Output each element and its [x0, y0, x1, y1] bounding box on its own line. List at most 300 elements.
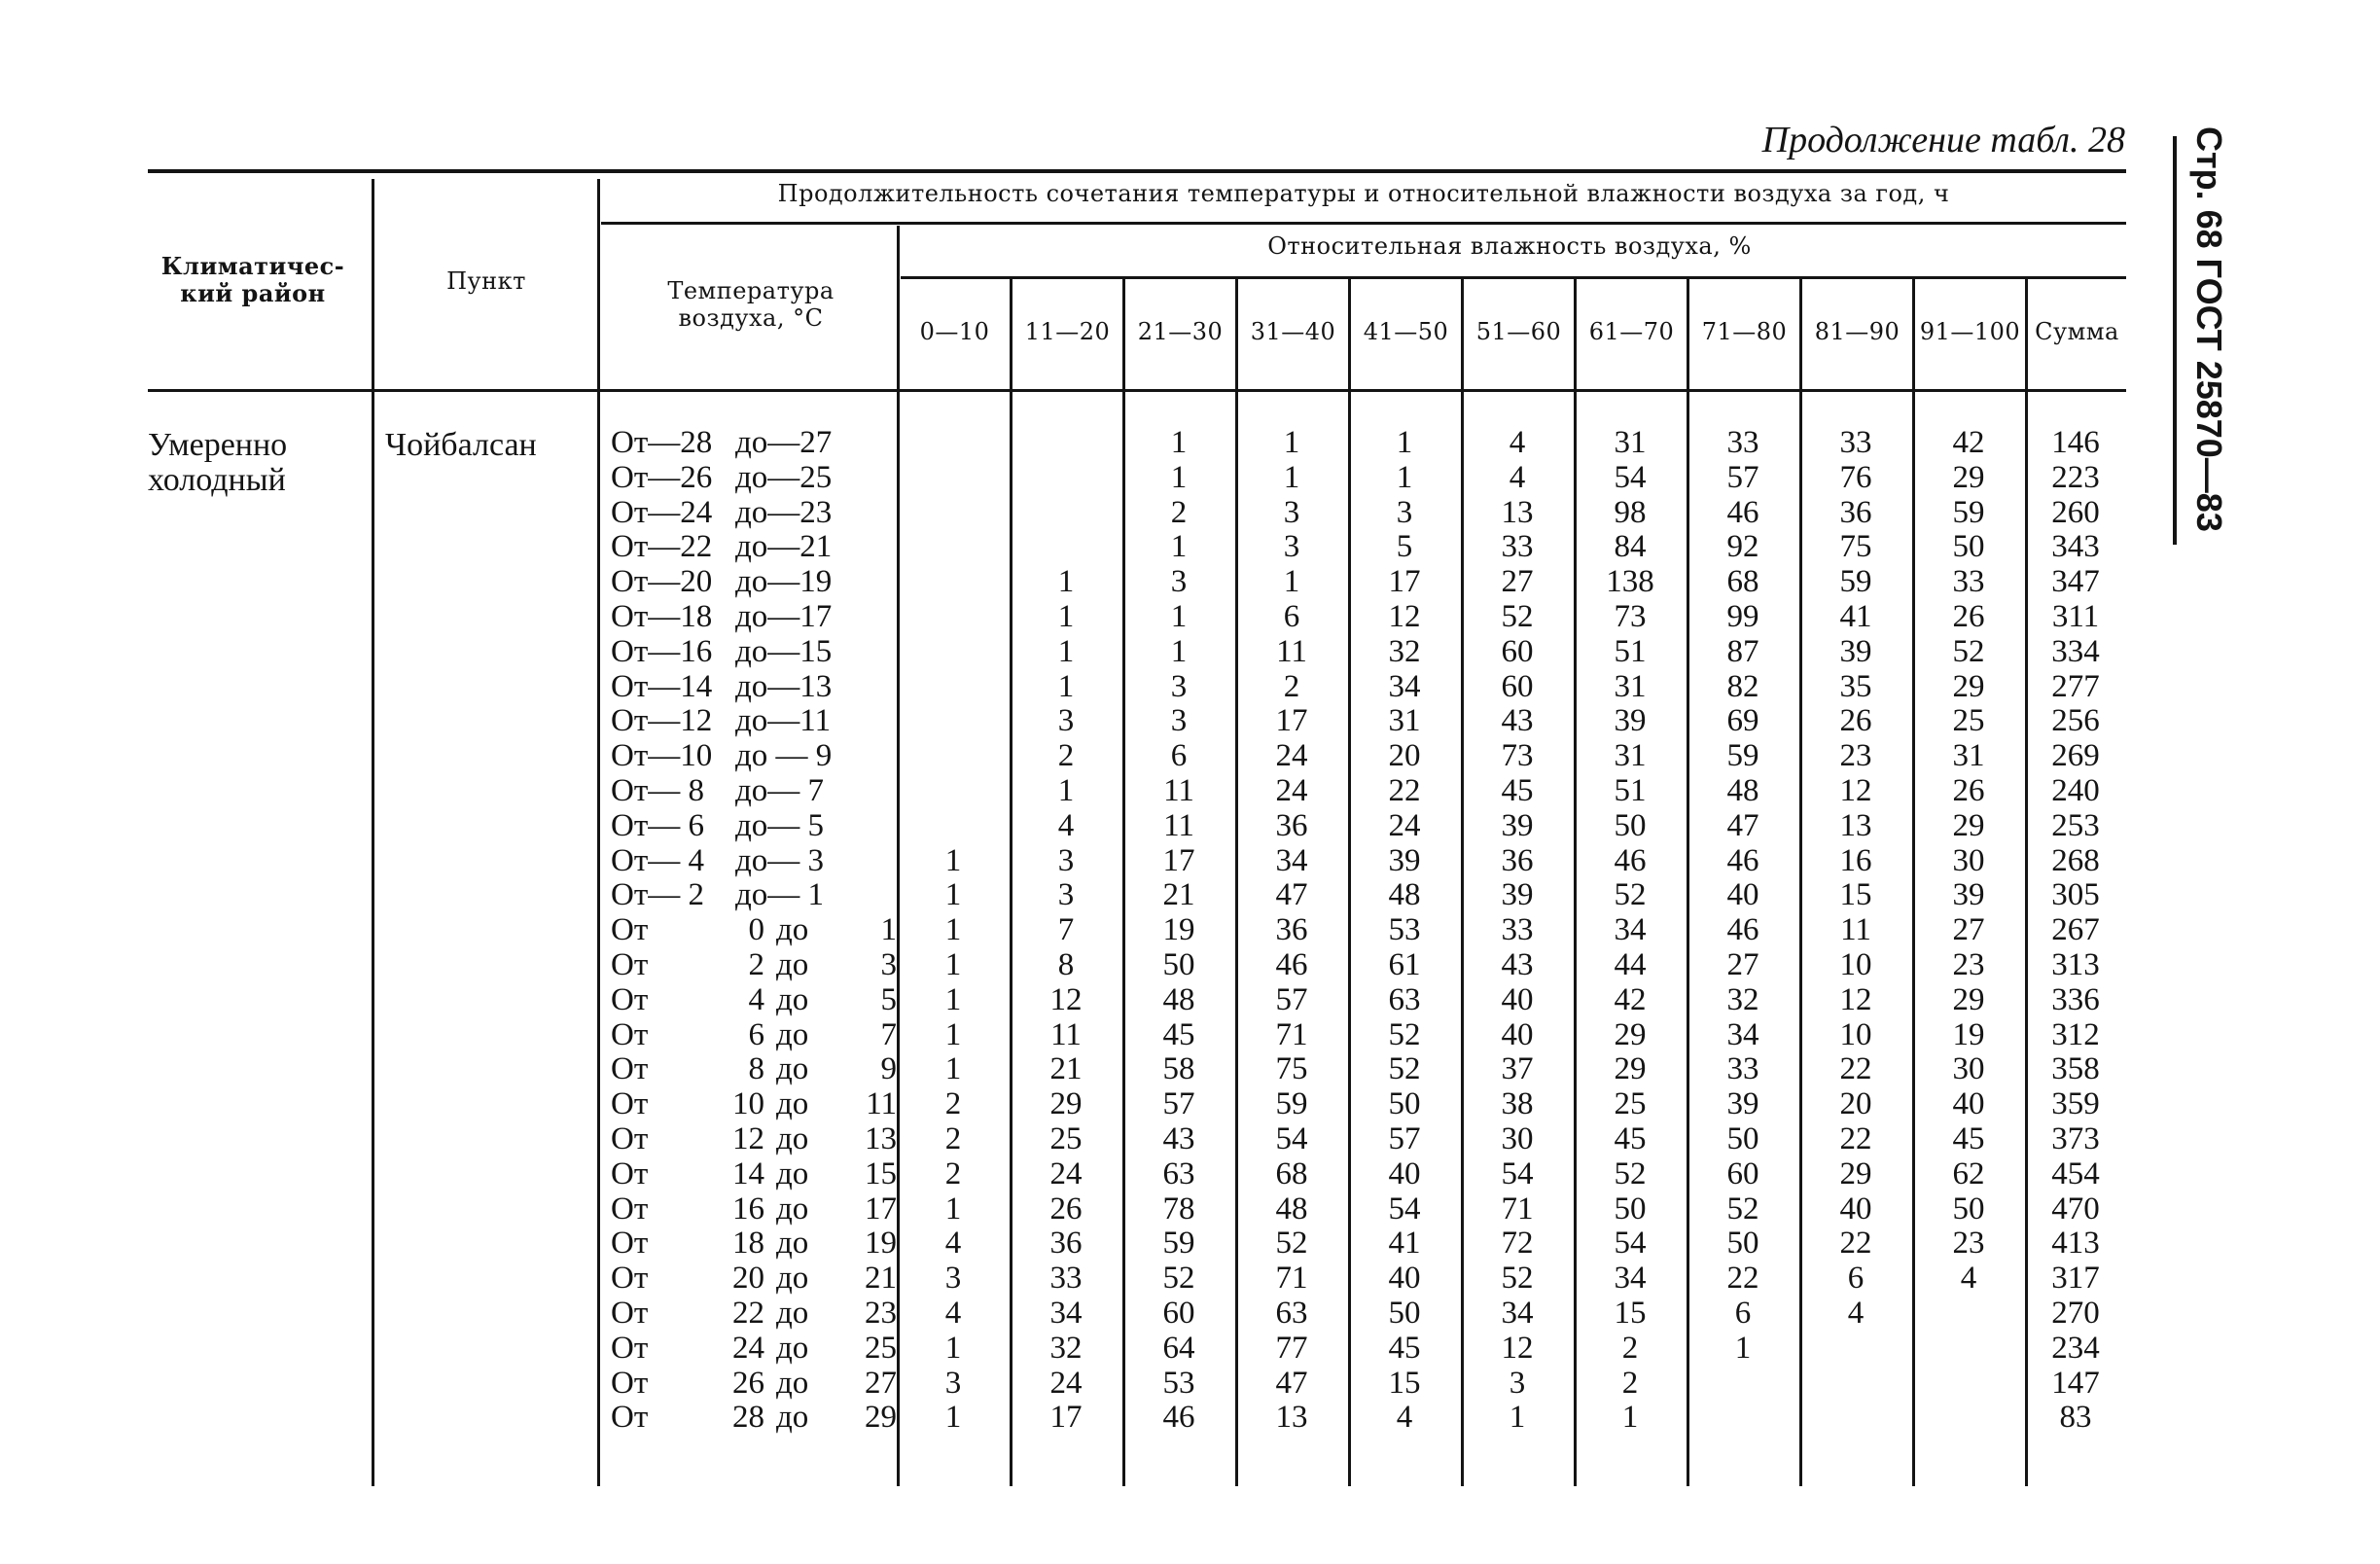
temperature-to: 5 — [880, 981, 897, 1017]
table-cell: 72 — [1501, 1226, 1534, 1262]
table-cell: 45 — [1501, 772, 1534, 808]
table-cell: 36 — [1049, 1226, 1083, 1262]
col-header-0: 0—10 — [919, 318, 990, 345]
table-cell: 34 — [1614, 1261, 1647, 1297]
temperature-from: 22 — [732, 1295, 764, 1331]
temperature-to: до— 1 — [735, 877, 825, 913]
table-cell: 4 — [1509, 459, 1526, 495]
table-cell: 47 — [1275, 877, 1308, 913]
table-cell: 17 — [1162, 842, 1195, 878]
table-cell: 1 — [1170, 425, 1188, 460]
table-cell: 92 — [1726, 529, 1759, 565]
temperature-from: От—10 — [611, 738, 713, 774]
table-cell: 1 — [944, 946, 962, 982]
table-cell: 48 — [1388, 877, 1421, 913]
table-cell — [897, 774, 1010, 809]
table-cell: 27 — [1952, 912, 1985, 948]
table-cell — [1912, 1401, 2025, 1436]
table-cell: 42 — [1952, 425, 1985, 460]
table-cell: 52 — [1501, 1261, 1534, 1297]
temperature-from-word: От — [611, 1330, 649, 1366]
temperature-to: 23 — [865, 1295, 897, 1331]
table-cell: 25 — [1952, 703, 1985, 739]
table-cell: 1 — [1170, 459, 1188, 495]
table-cell: 29 — [1614, 1051, 1647, 1087]
value-column-5 — [1461, 426, 1574, 1436]
table-cell: 1 — [944, 1330, 962, 1366]
table-cell: 22 — [1839, 1226, 1872, 1262]
table-cell: 15 — [1388, 1365, 1421, 1401]
table-cell: 46 — [1726, 842, 1759, 878]
table-cell: 23 — [1952, 946, 1985, 982]
side-header — [2169, 126, 2239, 554]
table-cell: 30 — [1952, 842, 1985, 878]
table-cell: 21 — [1162, 877, 1195, 913]
continuation-label: Продолжение табл. 28 — [1761, 120, 2125, 160]
table-cell: 50 — [1388, 1086, 1421, 1122]
table-cell: 54 — [1614, 459, 1647, 495]
table-cell: 40 — [1501, 1016, 1534, 1052]
table-cell: 46 — [1614, 842, 1647, 878]
table-cell: 47 — [1275, 1365, 1308, 1401]
table-cell: 36 — [1275, 807, 1308, 843]
table-cell: 82 — [1726, 668, 1759, 704]
table-cell: 1 — [1283, 459, 1300, 495]
table-cell: 1 — [944, 1016, 962, 1052]
table-cell: 52 — [1952, 633, 1985, 669]
table-cell: 87 — [1726, 633, 1759, 669]
table-cell: 359 — [2051, 1086, 2100, 1122]
table-cell: 53 — [1388, 912, 1421, 948]
table-cell: 52 — [1614, 1155, 1647, 1191]
table-cell: 1 — [1057, 598, 1075, 634]
temperature-from-word: От — [611, 1400, 649, 1436]
temperature-from: 28 — [732, 1400, 764, 1436]
table-cell: 45 — [1162, 1016, 1195, 1052]
table-cell: 31 — [1614, 425, 1647, 460]
table-cell: 269 — [2051, 738, 2100, 774]
temperature-to: до—13 — [735, 668, 833, 704]
temperature-to: 19 — [865, 1226, 897, 1262]
table-cell: 311 — [2051, 598, 2100, 634]
table-cell: 54 — [1388, 1191, 1421, 1226]
table-cell: 22 — [1839, 1120, 1872, 1156]
table-cell: 62 — [1952, 1155, 1985, 1191]
table-cell: 277 — [2051, 668, 2100, 704]
table-cell: 11 — [1840, 912, 1871, 948]
temperature-to: до—19 — [735, 564, 833, 600]
temperature-to: 9 — [880, 1051, 897, 1087]
table-cell: 48 — [1726, 772, 1759, 808]
table-cell: 52 — [1726, 1191, 1759, 1226]
table-cell — [1912, 1297, 2025, 1332]
table-cell: 358 — [2051, 1051, 2100, 1087]
table-cell: 33 — [1726, 1051, 1759, 1087]
temperature-from: 26 — [732, 1365, 764, 1401]
col-header-8: 81—90 — [1814, 318, 1900, 345]
table-cell — [897, 635, 1010, 670]
temperature-from: От—28 — [611, 425, 713, 460]
table-cell: 7 — [1057, 912, 1075, 948]
table-cell: 1 — [1283, 564, 1300, 600]
table-cell: 75 — [1275, 1051, 1308, 1087]
temperature-to: до—17 — [735, 598, 833, 634]
table-cell: 76 — [1839, 459, 1872, 495]
table-cell: 41 — [1839, 598, 1872, 634]
temperature-to-word: до — [776, 1330, 809, 1366]
table-cell: 26 — [1049, 1191, 1083, 1226]
table-cell: 1 — [1057, 564, 1075, 600]
table-cell: 25 — [1614, 1086, 1647, 1122]
table-cell: 51 — [1614, 772, 1647, 808]
table-cell: 24 — [1049, 1365, 1083, 1401]
table-cell: 29 — [1952, 668, 1985, 704]
value-column-0 — [897, 426, 1010, 1436]
table-cell: 50 — [1726, 1226, 1759, 1262]
table-cell: 52 — [1388, 1016, 1421, 1052]
table-cell: 34 — [1049, 1295, 1083, 1331]
temperature-to: 29 — [865, 1400, 897, 1436]
table-cell: 38 — [1501, 1086, 1534, 1122]
table-cell: 29 — [1839, 1155, 1872, 1191]
temperature-from: 10 — [732, 1086, 764, 1122]
temperature-to-word: до — [776, 1365, 809, 1401]
table-cell: 43 — [1162, 1120, 1195, 1156]
table-cell: 59 — [1275, 1086, 1308, 1122]
temperature-from-word: От — [611, 1120, 649, 1156]
table-cell: 1 — [944, 1051, 962, 1087]
table-cell: 48 — [1162, 981, 1195, 1017]
header-bottom-rule — [148, 389, 2126, 392]
temperature-to-word: до — [776, 981, 809, 1017]
temperature-to: до—23 — [735, 494, 833, 530]
table-cell: 2 — [1621, 1330, 1639, 1366]
table-cell: 35 — [1839, 668, 1872, 704]
temperature-to: 1 — [880, 912, 897, 948]
table-cell: 336 — [2051, 981, 2100, 1017]
table-cell: 4 — [1509, 425, 1526, 460]
table-cell: 12 — [1388, 598, 1421, 634]
table-cell — [897, 530, 1010, 565]
table-cell: 343 — [2051, 529, 2100, 565]
temperature-from: От—20 — [611, 564, 713, 600]
table-cell: 71 — [1501, 1191, 1534, 1226]
table-cell: 1 — [944, 981, 962, 1017]
table-cell: 63 — [1275, 1295, 1308, 1331]
table-cell: 45 — [1388, 1330, 1421, 1366]
table-cell: 3 — [1057, 877, 1075, 913]
table-cell: 58 — [1162, 1051, 1195, 1087]
table-cell: 57 — [1388, 1120, 1421, 1156]
table-cell: 305 — [2051, 877, 2100, 913]
table-cell: 36 — [1501, 842, 1534, 878]
table-cell: 10 — [1839, 1016, 1872, 1052]
table-cell: 33 — [1501, 529, 1534, 565]
table-cell: 3 — [1509, 1365, 1526, 1401]
table-cell: 454 — [2051, 1155, 2100, 1191]
col-header-10: Сумма — [2035, 318, 2119, 345]
table-cell: 267 — [2051, 912, 2100, 948]
table-cell — [897, 565, 1010, 600]
table-cell: 46 — [1275, 946, 1308, 982]
table-cell: 3 — [1057, 842, 1075, 878]
table-cell: 59 — [1162, 1226, 1195, 1262]
table-cell: 1 — [944, 877, 962, 913]
table-cell: 37 — [1501, 1051, 1534, 1087]
table-cell: 60 — [1501, 633, 1534, 669]
table-cell: 17 — [1275, 703, 1308, 739]
table-cell: 1 — [1170, 529, 1188, 565]
table-cell: 68 — [1726, 564, 1759, 600]
col-header-9: 91—100 — [1919, 318, 2021, 345]
table-cell — [897, 600, 1010, 635]
table-cell: 73 — [1614, 598, 1647, 634]
table-cell: 45 — [1614, 1120, 1647, 1156]
table-cell: 31 — [1388, 703, 1421, 739]
table-cell: 40 — [1388, 1261, 1421, 1297]
temperature-from: 18 — [732, 1226, 764, 1262]
table-cell: 40 — [1952, 1086, 1985, 1122]
temperature-from: От— 8 — [611, 772, 705, 808]
table-cell: 413 — [2051, 1226, 2100, 1262]
table-cell: 54 — [1275, 1120, 1308, 1156]
table-cell: 54 — [1501, 1155, 1534, 1191]
temperature-from: От— 4 — [611, 842, 705, 878]
table-cell — [897, 704, 1010, 739]
header-temperature: Температура воздуха, °С — [667, 277, 835, 332]
table-cell: 1 — [944, 1400, 962, 1436]
table-cell: 52 — [1614, 877, 1647, 913]
table-cell: 3 — [944, 1365, 962, 1401]
table-cell: 73 — [1501, 738, 1534, 774]
table-cell: 1 — [1170, 633, 1188, 669]
temperature-from: 0 — [748, 912, 764, 948]
table-cell: 40 — [1388, 1155, 1421, 1191]
temperature-to-word: до — [776, 1051, 809, 1087]
col-header-7: 71—80 — [1701, 318, 1788, 345]
table-cell: 63 — [1162, 1155, 1195, 1191]
table-cell — [1799, 1401, 1912, 1436]
table-cell: 43 — [1501, 703, 1534, 739]
table-cell: 57 — [1275, 981, 1308, 1017]
col-header-5: 51—60 — [1475, 318, 1562, 345]
table-cell: 11 — [1276, 633, 1307, 669]
temperature-from: 16 — [732, 1191, 764, 1226]
temperature-from: 8 — [748, 1051, 764, 1087]
table-cell: 312 — [2051, 1016, 2100, 1052]
temperature-to: 15 — [865, 1155, 897, 1191]
table-cell: 60 — [1726, 1155, 1759, 1191]
table-cell: 3 — [1170, 703, 1188, 739]
table-cell: 268 — [2051, 842, 2100, 878]
temperature-to: 7 — [880, 1016, 897, 1052]
table-cell — [1687, 1367, 1799, 1402]
table-cell: 52 — [1275, 1226, 1308, 1262]
table-cell — [897, 739, 1010, 774]
side-header-text: Стр. 68 ГОСТ 25870—83 — [2189, 126, 2229, 532]
table-cell: 48 — [1275, 1191, 1308, 1226]
value-column-6 — [1574, 426, 1687, 1436]
table-cell: 13 — [1275, 1400, 1308, 1436]
table-cell: 57 — [1726, 459, 1759, 495]
table-cell: 68 — [1275, 1155, 1308, 1191]
table-cell: 6 — [1847, 1261, 1865, 1297]
table-cell: 2 — [944, 1155, 962, 1191]
table-cell: 3 — [1283, 529, 1300, 565]
table-cell: 39 — [1952, 877, 1985, 913]
table-cell: 29 — [1952, 459, 1985, 495]
table-cell: 31 — [1952, 738, 1985, 774]
table-cell: 63 — [1388, 981, 1421, 1017]
table-cell — [1687, 1401, 1799, 1436]
temperature-from: От—18 — [611, 598, 713, 634]
col-header-2: 21—30 — [1137, 318, 1224, 345]
temperature-to: до—25 — [735, 459, 833, 495]
table-cell: 36 — [1275, 912, 1308, 948]
table-cell: 1 — [1734, 1330, 1752, 1366]
temperature-to: до—21 — [735, 529, 833, 565]
col-header-3: 31—40 — [1250, 318, 1336, 345]
table-cell: 33 — [1952, 564, 1985, 600]
table-cell: 45 — [1952, 1120, 1985, 1156]
table-cell: 25 — [1049, 1120, 1083, 1156]
table-cell: 1 — [1396, 425, 1413, 460]
header-region: Климатичес- кий район — [160, 252, 345, 307]
table-cell: 46 — [1726, 912, 1759, 948]
temperature-to: 11 — [866, 1086, 897, 1122]
table-cell: 52 — [1162, 1261, 1195, 1297]
table-cell: 61 — [1388, 946, 1421, 982]
table-cell: 270 — [2051, 1295, 2100, 1331]
table-cell — [1010, 461, 1122, 496]
table-cell: 64 — [1162, 1330, 1195, 1366]
table-cell: 15 — [1614, 1295, 1647, 1331]
table-cell: 53 — [1162, 1365, 1195, 1401]
table-cell: 33 — [1501, 912, 1534, 948]
temperature-from: 24 — [732, 1330, 764, 1366]
table-cell — [897, 809, 1010, 844]
table-cell: 24 — [1275, 772, 1308, 808]
table-cell: 39 — [1388, 842, 1421, 878]
temperature-to: до — 9 — [735, 738, 833, 774]
value-column-10 — [2025, 426, 2126, 1436]
temperature-from-word: От — [611, 1261, 649, 1297]
temperature-to: 25 — [865, 1330, 897, 1366]
value-column-7 — [1687, 426, 1799, 1436]
table-cell: 334 — [2051, 633, 2100, 669]
temperature-from-word: От — [611, 1155, 649, 1191]
table-cell: 20 — [1388, 738, 1421, 774]
temperature-to: 21 — [865, 1261, 897, 1297]
table-cell: 50 — [1614, 1191, 1647, 1226]
table-cell: 1 — [1057, 633, 1075, 669]
table-cell: 78 — [1162, 1191, 1195, 1226]
temperature-to: до—27 — [735, 425, 833, 460]
table-cell: 2 — [1621, 1365, 1639, 1401]
temperature-to: до— 3 — [735, 842, 825, 878]
table-cell: 30 — [1952, 1051, 1985, 1087]
table-cell: 4 — [1396, 1400, 1413, 1436]
temperature-from: 20 — [732, 1261, 764, 1297]
table-cell — [1010, 426, 1122, 461]
table-cell: 138 — [1606, 564, 1654, 600]
table-cell: 253 — [2051, 807, 2100, 843]
table-cell: 3 — [1170, 668, 1188, 704]
table-cell: 40 — [1501, 981, 1534, 1017]
table-cell: 31 — [1614, 738, 1647, 774]
table-cell: 12 — [1839, 981, 1872, 1017]
temperature-from-word: От — [611, 946, 649, 982]
table-cell — [1799, 1332, 1912, 1367]
table-cell: 32 — [1049, 1330, 1083, 1366]
table-cell: 4 — [944, 1295, 962, 1331]
table-cell: 11 — [1163, 772, 1194, 808]
table-cell: 19 — [1952, 1016, 1985, 1052]
table-cell: 29 — [1952, 807, 1985, 843]
temperature-to: 13 — [865, 1120, 897, 1156]
table-cell: 39 — [1501, 807, 1534, 843]
table-cell: 34 — [1275, 842, 1308, 878]
table-cell: 2 — [944, 1120, 962, 1156]
table-cell: 60 — [1162, 1295, 1195, 1331]
table-cell: 5 — [1396, 529, 1413, 565]
table-cell — [1010, 496, 1122, 531]
table-cell: 29 — [1049, 1086, 1083, 1122]
temperature-to: до—11 — [735, 703, 832, 739]
table-top-rule — [148, 169, 2126, 173]
table-cell: 36 — [1839, 494, 1872, 530]
table-cell: 11 — [1050, 1016, 1082, 1052]
table-cell: 17 — [1049, 1400, 1083, 1436]
header-rule-2 — [901, 276, 2126, 279]
temperature-to: до—15 — [735, 633, 833, 669]
table-cell: 23 — [1952, 1226, 1985, 1262]
table-cell: 11 — [1163, 807, 1194, 843]
table-cell: 16 — [1839, 842, 1872, 878]
table-cell: 1 — [1057, 772, 1075, 808]
table-cell — [1912, 1367, 2025, 1402]
temperature-from-word: От — [611, 1016, 649, 1052]
table-cell: 20 — [1839, 1086, 1872, 1122]
table-cell: 34 — [1726, 1016, 1759, 1052]
table-cell: 470 — [2051, 1191, 2100, 1226]
value-column-2 — [1122, 426, 1235, 1436]
table-cell: 4 — [1057, 807, 1075, 843]
temperature-to: 17 — [865, 1191, 897, 1226]
table-cell: 223 — [2051, 459, 2100, 495]
table-cell: 4 — [944, 1226, 962, 1262]
temperature-to: до— 5 — [735, 807, 825, 843]
table-cell: 3 — [944, 1261, 962, 1297]
table-cell: 31 — [1614, 668, 1647, 704]
temperature-from: 14 — [732, 1155, 764, 1191]
table-cell: 4 — [1847, 1295, 1865, 1331]
temperature-from-word: От — [611, 1295, 649, 1331]
header-duration: Продолжительность сочетания температуры и относительной влажности воздуха за год, ч — [777, 180, 1950, 207]
table-cell — [1799, 1367, 1912, 1402]
table-cell: 50 — [1388, 1295, 1421, 1331]
region-cell: Умеренно холодный — [148, 427, 288, 498]
table-cell: 98 — [1614, 494, 1647, 530]
table-cell: 69 — [1726, 703, 1759, 739]
table-cell: 6 — [1283, 598, 1300, 634]
table-cell: 39 — [1501, 877, 1534, 913]
table-cell: 234 — [2051, 1330, 2100, 1366]
table-cell: 77 — [1275, 1330, 1308, 1366]
table-cell: 3 — [1057, 703, 1075, 739]
table-cell: 33 — [1049, 1261, 1083, 1297]
temperature-to: 3 — [880, 946, 897, 982]
